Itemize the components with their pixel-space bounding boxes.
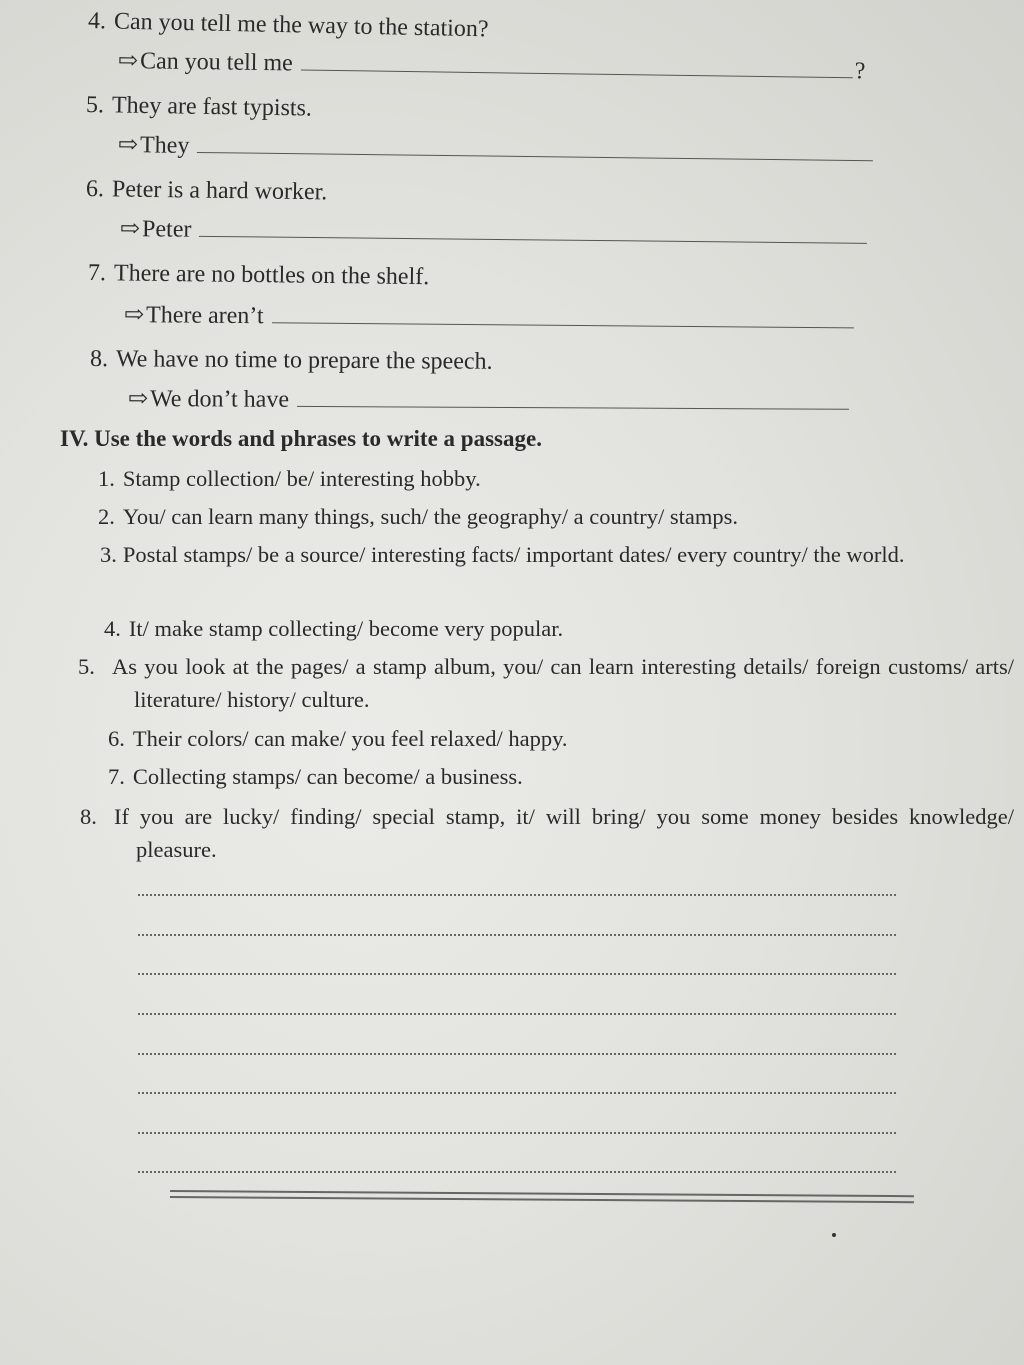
item-text: You/ can learn many things, such/ the geography/ a country/ stamps. <box>122 504 738 529</box>
item-number: 7. <box>87 260 107 287</box>
item-text: Their colors/ can make/ you feel relaxed/ happy. <box>132 726 568 751</box>
item-text: If you are lucky/ finding/ special stamp, it/ will bring/ you some money besides knowledge/ pleasure. <box>114 804 1014 862</box>
answer-blank[interactable] <box>272 304 854 328</box>
item-number: 3. <box>100 542 117 567</box>
item-text: Postal stamps/ be a source/ interesting facts/ important dates/ every country/ the world. <box>122 542 905 567</box>
original-sentence: They are fast typists. <box>111 92 313 122</box>
item-text: It/ make stamp collecting/ become very popular. <box>128 616 564 641</box>
question-mark: ? <box>854 58 866 85</box>
item-number: 6. <box>108 726 125 751</box>
original-sentence: Peter is a hard worker. <box>111 176 328 206</box>
answer-blank[interactable] <box>301 52 853 79</box>
rewrite-line-8 <box>128 384 849 418</box>
item-number: 8. <box>89 346 109 373</box>
original-sentence: There are no bottles on the shelf. <box>113 260 430 291</box>
item-number: 4. <box>87 8 107 35</box>
rewrite-line-4 <box>118 46 866 86</box>
rewrite-prompt: There aren’t <box>145 302 264 330</box>
exercise-item-6 <box>86 174 328 207</box>
item-text: Collecting stamps/ can become/ a business. <box>132 764 523 789</box>
item-number: 4. <box>104 616 121 641</box>
passage-item-5: 5. As you look at the pages/ a stamp album, you/ can learn interesting details/ foreign customs/ arts/ literature/ history/ culture. <box>78 654 1014 712</box>
section-iv-heading: IV. Use the words and phrases to write a passage. <box>60 426 542 451</box>
rewrite-prompt: We don’t have <box>150 386 290 413</box>
item-number: 7. <box>108 764 125 789</box>
arrow-icon: ⇨ <box>117 132 139 159</box>
passage-item-1 <box>98 464 481 494</box>
passage-item-8: 8. If you are lucky/ finding/ special stamp, it/ will bring/ you some money besides knowledge/ pleasure. <box>80 804 1014 862</box>
item-text: Stamp collection/ be/ interesting hobby. <box>122 466 481 491</box>
item-text: As you look at the pages/ a stamp album, you/ can learn interesting details/ foreign customs/ arts/ literature/ history/ culture. <box>112 654 1014 712</box>
original-sentence: Can you tell me the way to the station? <box>113 8 489 43</box>
passage-item-3 <box>100 538 1014 571</box>
rewrite-line-7 <box>124 300 854 336</box>
writing-line-1[interactable] <box>138 894 896 896</box>
writing-line-7[interactable] <box>138 1132 896 1134</box>
rewrite-line-5 <box>118 130 874 169</box>
exercise-item-5 <box>86 90 312 124</box>
section-end-divider <box>170 1190 914 1203</box>
arrow-icon: ⇨ <box>127 386 149 413</box>
item-number: 5. <box>85 92 105 119</box>
answer-blank[interactable] <box>297 388 849 410</box>
arrow-icon: ⇨ <box>123 302 145 329</box>
passage-item-7 <box>108 762 523 792</box>
passage-item-6 <box>108 724 567 754</box>
writing-line-6[interactable] <box>138 1092 896 1094</box>
writing-line-5[interactable] <box>138 1053 896 1055</box>
passage-item-2 <box>98 502 738 532</box>
item-number: 1. <box>98 466 115 491</box>
writing-line-2[interactable] <box>138 934 896 936</box>
rewrite-line-6 <box>120 214 868 252</box>
page-speck <box>832 1233 836 1237</box>
writing-line-3[interactable] <box>138 973 896 975</box>
writing-line-4[interactable] <box>138 1013 896 1015</box>
passage-item-4 <box>104 614 563 644</box>
rewrite-prompt: They <box>139 132 190 159</box>
exercise-item-4 <box>88 6 489 44</box>
exercise-item-7 <box>88 258 430 292</box>
original-sentence: We have no time to prepare the speech. <box>115 346 493 375</box>
rewrite-prompt: Peter <box>141 216 192 243</box>
item-number: 2. <box>98 504 115 529</box>
item-number: 6. <box>85 176 105 203</box>
exercise-item-8 <box>90 344 493 377</box>
answer-blank[interactable] <box>197 134 873 161</box>
arrow-icon: ⇨ <box>119 216 141 243</box>
rewrite-prompt: Can you tell me <box>139 48 293 77</box>
arrow-icon: ⇨ <box>117 48 139 75</box>
answer-blank[interactable] <box>199 218 867 244</box>
writing-line-8[interactable] <box>138 1171 896 1173</box>
